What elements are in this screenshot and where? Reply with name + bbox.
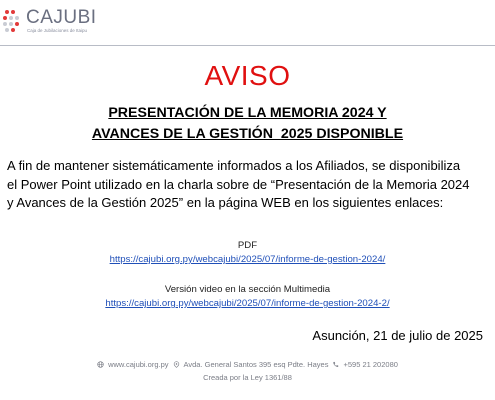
phone-icon — [332, 361, 339, 368]
header-divider — [0, 45, 495, 46]
footer-address: Avda. General Santos 395 esq Pdte. Hayes — [183, 359, 329, 369]
footer-contact-row — [0, 358, 495, 370]
footer — [0, 358, 495, 382]
notice-subtitle — [0, 103, 495, 145]
brand-name: CAJUBI — [26, 7, 97, 28]
footer-phone: +595 21 202080 — [343, 359, 398, 369]
subtitle-line: PRESENTACIÓN DE LA MEMORIA 2024 Y — [108, 105, 387, 121]
body-line: A fin de mantener sistemáticamente informados a los Afiliados, se disponibiliza — [7, 158, 461, 173]
pdf-link[interactable]: https://cajubi.org.py/webcajubi/2025/07/informe-de-gestion-2024/ — [109, 254, 386, 265]
body-line: el Power Point utilizado en la charla sobre de “Presentación de la Memoria 2024 — [7, 176, 470, 192]
subtitle-line: AVANCES DE LA GESTIÓN 2025 DISPONIBLE — [91, 126, 404, 142]
cajubi-logo-icon — [2, 8, 22, 34]
brand-tagline: Caja de Jubilaciones de Itaipu — [27, 28, 88, 33]
body-line: y Avances de la Gestión 2025” en la página WEB en los siguientes enlaces: — [7, 195, 444, 210]
globe-icon — [97, 361, 104, 368]
notice-body — [7, 157, 495, 213]
video-link-label: Versión video en la sección Multimedia — [164, 284, 331, 295]
location-pin-icon — [173, 361, 180, 368]
video-link[interactable]: https://cajubi.org.py/webcajubi/2025/07/informe-de-gestion-2024-2/ — [105, 298, 390, 309]
notice-title: AVISO — [204, 60, 291, 91]
footer-law: Creada por la Ley 1361/88 — [203, 373, 292, 382]
notice-date: Asunción, 21 de julio de 2025 — [312, 328, 483, 343]
header — [0, 0, 495, 46]
footer-website[interactable]: www.cajubi.org.py — [108, 359, 169, 369]
pdf-link-label: PDF — [237, 240, 258, 251]
